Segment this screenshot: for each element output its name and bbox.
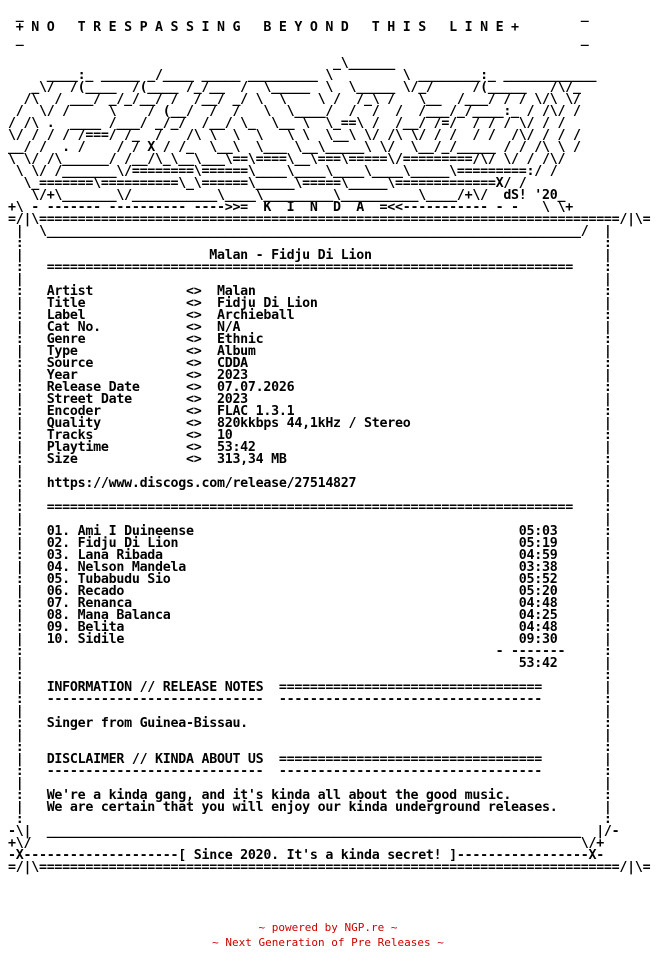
- footer-link-ngp[interactable]: ~ powered by NGP.re ~: [258, 921, 398, 934]
- footer-powered-by[interactable]: [0, 920, 656, 935]
- footer-tagline-text: ~ Next Generation of Pre Releases ~: [212, 936, 444, 949]
- footer-tagline: [0, 935, 656, 950]
- nfo-text: _ _ + N O T R E S P A S S I N G B E Y O N D T H I S L I N E + _ _ _\______ ____:_ _____ _/____ _____ _________ \ \ ________:_ ____________ _\/ /(____ /(____ /_/__ / \_____ \ \_____ \/_/ /(_____ /\/_ /\ / ___/ _/_/__/ / /__/ _/ \ \ \ / /_\ / \__ /___/ / / \/\ \/ / \/ / \ / (__/ / / \ \____/ / / / /___/_/____:_ / /\/ / / /\ . ____ /___/ _/_/ /__/ \_ \__ \ \_==\ / /__/ /=/ / / / \/ / / \/ / / / /===/ /_ / /\ \ \ \ \ \ \__\ \/ /\ \/ / / / / /\/ / / / __/ / . / / / X / /_ \__\ \___ \__\_____\ \/ \__/_/_____ / / /\ \ / \ \/ /\______/ /__/\_\__\___\==\====\__\===\=====\/=========/\/ \/ / /\/ \ \/ /_______\/========\======\____\____\____\____\_____\=========:/ / \_=======\==========\_\======\_____\=====\_____\=============X/ / \/+\_______\/___________\____\_________\__________\____/+\/ dS! '20_ +\ - ------- ---------- ---->>= K I N D A =<<----------- - - \ \+ =/|\===========================================================================/|\= | \_____________________________________________________________________/ | : : | Malan - Fidju Di Lion | : ==================================================================== : | | : Artist <> Malan : | Title <> Fidju Di Lion | : Label <> Archieball : | Cat No. <> N/A | : Genre <> Ethnic : | Type <> Album | : Source <> CDDA : | Year <> 2023 | : Release Date <> 07.07.2026 : | Street Date <> 2023 | : Encoder <> FLAC 1.3.1 : | Quality <> 820kkbps 44,1kHz / Stereo | : Tracks <> 10 : | Playtime <> 53:42 | : Size <> 313,34 MB : | | : https://www.discogs.com/release/27514827 : | | : ==================================================================== : | | : 01. Ami I Duineense 05:03 : | 02. Fidju Di Lion 05:19 | : 03. Lana Ribada 04:59 : | 04. Nelson Mandela 03:38 | : 05. Tubabudu Sio 05:52 : | 06. Recado 05:20 | : 07. Renanca 04:48 : | 08. Mana Balanca 04:25 | : 09. Belita 04:48 : | 10. Sidile 09:30 | : - ------- : | 53:42 | : : | INFORMATION // RELEASE NOTES ================================== | : ---------------------------- ---------------------------------- : | | : Singer from Guinea-Bissau. : | | : : | DISCLAIMER // KINDA ABOUT US ================================== | : ---------------------------- ---------------------------------- : | | : We're a kinda gang, and it's kinda all about the good music. : | We are certain that you will enjoy our kinda underground releases. | : : -\| _____________________________________________________________________ |/- +\/ \/+ -X--------------------[ Since 2020. It's a kinda secret! ]-----------------X- =/|\===========================================================================/|\=: [8, 8, 651, 875]
